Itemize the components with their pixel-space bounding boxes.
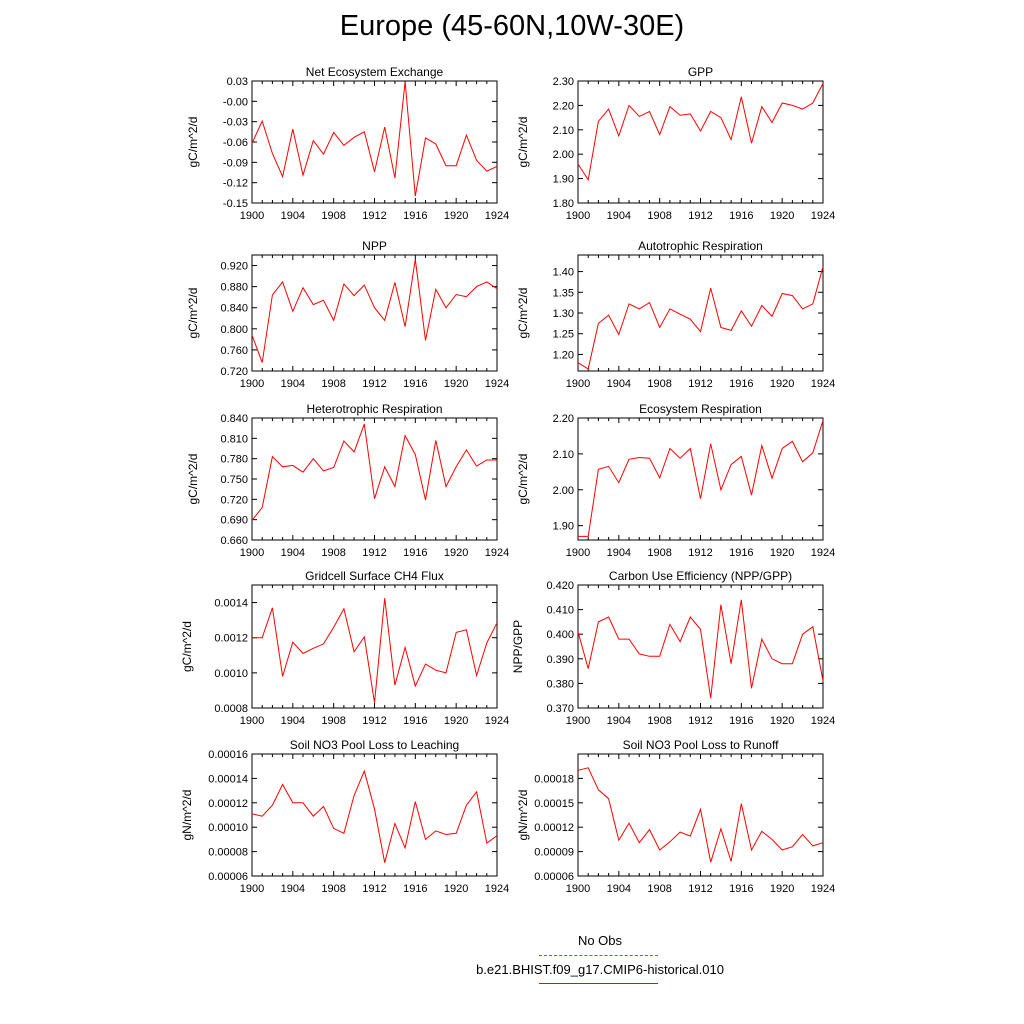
panel-4-series-line — [252, 424, 497, 520]
panel-1-ytick-label: 1.90 — [552, 173, 574, 186]
panel-5-xtick-label: 1912 — [688, 547, 713, 559]
panel-1-xtick-label: 1904 — [606, 210, 632, 222]
panel-5-xtick-label: 1904 — [606, 547, 632, 559]
panel-0-xtick-label: 1924 — [484, 210, 510, 222]
panel-4-xtick-label: 1908 — [321, 547, 346, 559]
panel-0-xtick-label: 1920 — [443, 210, 469, 222]
panel-3-xtick-label: 1912 — [688, 378, 713, 390]
panel-1-ytick-label: 2.30 — [552, 76, 574, 88]
panel-1-xtick-label: 1916 — [729, 210, 754, 222]
panel-5-xtick-label: 1920 — [769, 547, 795, 559]
panel-5-frame — [578, 418, 823, 540]
panel-0-ytick-label: -0.12 — [222, 177, 248, 190]
panel-4-ytick-label: 0.810 — [220, 433, 248, 446]
panel-2-ytick-label: 0.920 — [220, 260, 248, 273]
panel-3-xtick-label: 1904 — [606, 378, 632, 390]
panel-7-ytick-label: 0.410 — [546, 604, 574, 617]
panel-1-ytick-label: 2.10 — [552, 124, 574, 137]
panel-9-ytick-label: 0.00009 — [534, 846, 574, 859]
panel-2-title: NPP — [362, 239, 387, 253]
panel-7-ytick-label: 0.400 — [546, 629, 574, 642]
panel-6-title: Gridcell Surface CH4 Flux — [305, 569, 444, 583]
panel-5-xtick-label: 1924 — [810, 547, 836, 559]
legend-model-line — [539, 983, 658, 984]
panel-9-xtick-label: 1912 — [688, 883, 713, 895]
panel-6-xtick-label: 1908 — [321, 715, 346, 727]
panel-4-xtick-label: 1904 — [280, 547, 306, 559]
panel-3-ytick-label: 1.30 — [552, 308, 574, 320]
panel-5-ytick-label: 2.10 — [552, 448, 574, 461]
panel-2-series-line — [252, 259, 497, 362]
panel-4-ylabel: gC/m^2/d — [186, 453, 200, 505]
panel-0-ytick-label: -0.06 — [222, 137, 248, 149]
panel-3-xtick-label: 1916 — [729, 378, 754, 390]
panel-4-xtick-label: 1924 — [484, 547, 510, 559]
panel-2-ytick-label: 0.800 — [220, 323, 248, 336]
panel-6-xtick-label: 1904 — [280, 715, 306, 727]
panel-7-ytick-label: 0.380 — [546, 678, 574, 691]
panel-8-ylabel: gN/m^2/d — [180, 789, 194, 841]
panel-6-xtick-label: 1900 — [239, 715, 265, 727]
panel-2-xtick-label: 1900 — [239, 378, 265, 390]
panel-7-series-line — [578, 600, 823, 698]
panel-7-xtick-label: 1916 — [729, 715, 754, 727]
panel-9-ytick-label: 0.00006 — [534, 871, 574, 883]
panel-4-ytick-label: 0.720 — [220, 494, 248, 507]
panel-2-xtick-label: 1920 — [443, 378, 469, 390]
panel-6-xtick-label: 1924 — [484, 715, 510, 727]
panel-8-series-line — [252, 771, 497, 863]
panel-4-ytick-label: 0.690 — [220, 514, 248, 527]
panel-1-xtick-label: 1908 — [647, 210, 672, 222]
panel-4-xtick-label: 1916 — [403, 547, 428, 559]
panel-6-frame — [252, 585, 497, 708]
panel-0-title: Net Ecosystem Exchange — [305, 65, 444, 79]
panel-9-xtick-label: 1908 — [647, 883, 672, 895]
panel-4-xtick-label: 1912 — [362, 547, 387, 559]
panel-0-xtick-label: 1904 — [280, 210, 306, 222]
panel-3-xtick-label: 1908 — [647, 378, 672, 390]
panel-0-xtick-label: 1908 — [321, 210, 346, 222]
panel-7-xtick-label: 1900 — [565, 715, 591, 727]
panel-8-ytick-label: 0.00012 — [208, 797, 248, 810]
panel-9-xtick-label: 1904 — [606, 883, 632, 895]
panel-2-xtick-label: 1916 — [403, 378, 428, 390]
panel-5-xtick-label: 1908 — [647, 547, 672, 559]
panel-2-frame — [252, 255, 497, 371]
panel-8-frame — [252, 754, 497, 876]
panel-9-xtick-label: 1924 — [810, 883, 836, 895]
panel-0-ytick-label: -0.09 — [222, 157, 248, 170]
panel-2-ytick-label: 0.760 — [220, 344, 248, 357]
panel-8-ytick-label: 0.00008 — [208, 846, 248, 859]
panel-2-xtick-label: 1908 — [321, 378, 346, 390]
panel-0-ytick-label: 0.03 — [226, 76, 248, 88]
panel-4-ytick-label: 0.840 — [220, 413, 248, 425]
panel-8-xtick-label: 1908 — [321, 883, 346, 895]
panel-9-frame — [578, 754, 823, 876]
panel-8-ytick-label: 0.00016 — [208, 749, 248, 761]
panel-8-xtick-label: 1920 — [443, 883, 469, 895]
panel-3-ytick-label: 1.25 — [552, 328, 574, 341]
panel-4-xtick-label: 1920 — [443, 547, 469, 559]
panel-8-xtick-label: 1904 — [280, 883, 306, 895]
panel-1-ytick-label: 2.00 — [552, 149, 574, 162]
panel-1-frame — [578, 81, 823, 203]
panel-0-ytick-label: -0.03 — [222, 116, 248, 129]
panel-0-ytick-label: -0.00 — [222, 96, 248, 109]
panel-7-xtick-label: 1908 — [647, 715, 672, 727]
panel-6-xtick-label: 1916 — [403, 715, 428, 727]
panel-4-title: Heterotrophic Respiration — [306, 402, 443, 416]
panel-6-series-line — [252, 598, 497, 703]
panel-4-ytick-label: 0.750 — [220, 474, 248, 486]
panel-0-ytick-label: -0.15 — [222, 198, 248, 210]
panel-4-ytick-label: 0.660 — [220, 535, 248, 547]
panel-9-xtick-label: 1920 — [769, 883, 795, 895]
panel-3-frame — [578, 255, 823, 371]
panel-5-ytick-label: 2.00 — [552, 484, 574, 497]
panel-6-ytick-label: 0.0012 — [214, 632, 248, 645]
panel-6-ylabel: gC/m^2/d — [180, 621, 194, 672]
panel-2-ytick-label: 0.840 — [220, 302, 248, 315]
panel-1-xtick-label: 1920 — [769, 210, 795, 222]
panel-2-ylabel: gC/m^2/d — [186, 287, 200, 339]
panel-3-series-line — [578, 267, 823, 369]
panel-1-ytick-label: 2.20 — [552, 100, 574, 113]
panel-8-ytick-label: 0.00014 — [208, 773, 248, 786]
panel-7-ytick-label: 0.370 — [546, 703, 574, 715]
legend-obs-line — [539, 955, 658, 956]
panel-2-ytick-label: 0.880 — [220, 281, 248, 294]
panel-1-ytick-label: 1.80 — [552, 198, 574, 210]
panel-1-xtick-label: 1900 — [565, 210, 591, 222]
panel-2-xtick-label: 1924 — [484, 378, 510, 390]
panel-3-ytick-label: 1.40 — [552, 266, 574, 279]
panel-3-ytick-label: 1.35 — [552, 287, 574, 300]
legend-obs-label: No Obs — [577, 933, 623, 948]
panel-2-xtick-label: 1904 — [280, 378, 306, 390]
panel-1-series-line — [578, 83, 823, 179]
panel-7-ytick-label: 0.390 — [546, 653, 574, 666]
panel-0-xtick-label: 1916 — [403, 210, 428, 222]
panel-4-xtick-label: 1900 — [239, 547, 265, 559]
panel-0-series-line — [252, 82, 497, 197]
panel-8-xtick-label: 1924 — [484, 883, 510, 895]
panel-6-xtick-label: 1920 — [443, 715, 469, 727]
panel-3-xtick-label: 1900 — [565, 378, 591, 390]
panel-4-frame — [252, 418, 497, 540]
panel-5-ytick-label: 2.20 — [552, 413, 574, 425]
panel-8-xtick-label: 1916 — [403, 883, 428, 895]
panel-4-ytick-label: 0.780 — [220, 453, 248, 466]
panel-0-xtick-label: 1900 — [239, 210, 265, 222]
panel-9-ytick-label: 0.00018 — [534, 773, 574, 786]
panel-3-xtick-label: 1924 — [810, 378, 836, 390]
panel-9-xtick-label: 1916 — [729, 883, 754, 895]
panel-5-ylabel: gC/m^2/d — [516, 453, 530, 505]
panel-7-xtick-label: 1912 — [688, 715, 713, 727]
panel-8-xtick-label: 1912 — [362, 883, 387, 895]
panel-2-ytick-label: 0.720 — [220, 366, 248, 378]
panel-1-xtick-label: 1924 — [810, 210, 836, 222]
panel-7-xtick-label: 1924 — [810, 715, 836, 727]
panel-9-ylabel: gN/m^2/d — [516, 789, 530, 841]
panel-6-ytick-label: 0.0014 — [214, 597, 248, 610]
panel-8-xtick-label: 1900 — [239, 883, 265, 895]
panel-3-ytick-label: 1.20 — [552, 349, 574, 362]
panel-3-ylabel: gC/m^2/d — [516, 287, 530, 339]
panel-3-title: Autotrophic Respiration — [638, 239, 763, 253]
figure-title: Europe (45-60N,10W-30E) — [339, 10, 685, 42]
panel-6-ytick-label: 0.0008 — [214, 703, 248, 715]
panel-3-xtick-label: 1920 — [769, 378, 795, 390]
panel-8-ytick-label: 0.00006 — [208, 871, 248, 883]
panel-5-series-line — [578, 421, 823, 537]
panel-5-xtick-label: 1900 — [565, 547, 591, 559]
panel-1-ylabel: gC/m^2/d — [516, 116, 530, 168]
panel-7-ylabel: NPP/GPP — [511, 619, 525, 674]
panel-9-series-line — [578, 768, 823, 862]
panel-9-ytick-label: 0.00015 — [534, 797, 574, 810]
panel-0-ylabel: gC/m^2/d — [186, 116, 200, 168]
panel-1-title: GPP — [687, 65, 714, 79]
panel-6-xtick-label: 1912 — [362, 715, 387, 727]
panel-5-xtick-label: 1916 — [729, 547, 754, 559]
panel-0-frame — [252, 81, 497, 203]
panel-5-title: Ecosystem Respiration — [639, 402, 762, 416]
panel-8-ytick-label: 0.00010 — [208, 822, 248, 835]
legend-model-label: b.e21.BHIST.f09_g17.CMIP6-historical.010 — [476, 962, 724, 977]
panel-9-ytick-label: 0.00012 — [534, 822, 574, 835]
panel-7-ytick-label: 0.420 — [546, 580, 574, 592]
panel-7-xtick-label: 1904 — [606, 715, 632, 727]
panel-6-ytick-label: 0.0010 — [214, 667, 248, 680]
panel-7-title: Carbon Use Efficiency (NPP/GPP) — [608, 569, 793, 583]
panel-9-xtick-label: 1900 — [565, 883, 591, 895]
panel-9-title: Soil NO3 Pool Loss to Runoff — [622, 738, 779, 752]
panel-0-xtick-label: 1912 — [362, 210, 387, 222]
panel-5-ytick-label: 1.90 — [552, 520, 574, 533]
panel-1-xtick-label: 1912 — [688, 210, 713, 222]
panel-2-xtick-label: 1912 — [362, 378, 387, 390]
panel-8-title: Soil NO3 Pool Loss to Leaching — [289, 738, 460, 752]
panel-7-xtick-label: 1920 — [769, 715, 795, 727]
panel-7-frame — [578, 585, 823, 708]
